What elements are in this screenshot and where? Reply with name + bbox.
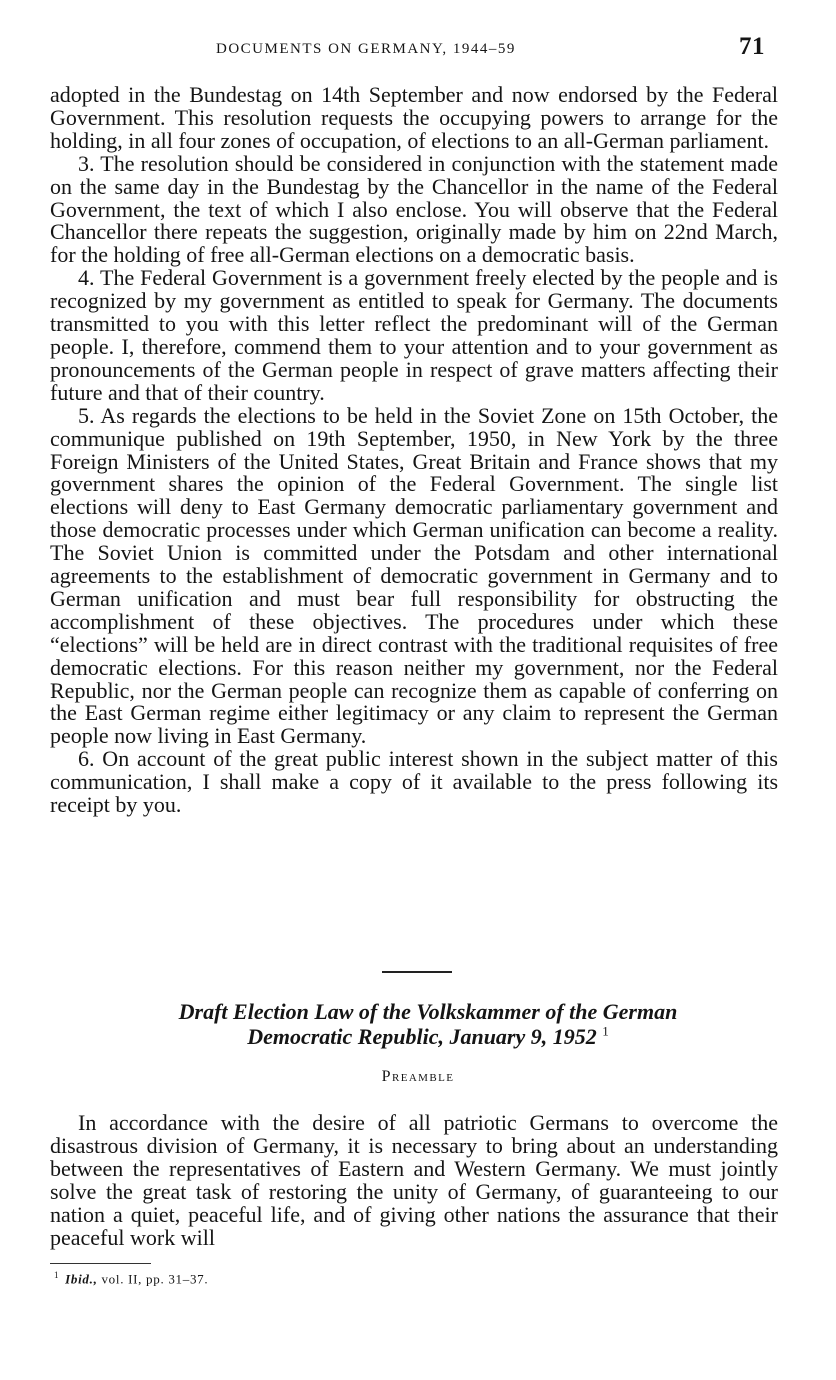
running-title: DOCUMENTS ON GERMANY, 1944–59 xyxy=(216,41,516,57)
footnote-ibid: Ibid., xyxy=(65,1271,98,1287)
preamble-heading: Preamble xyxy=(381,1068,455,1085)
page-number: 71 xyxy=(739,33,765,60)
paragraph-3: 3. The resolution should be considered in conjunction with the statement made on the same day in the Bundestag by the Chancellor in the name of the Federal Government, the text of which I also enclose. You will observe that the Federal Chancellor there repeats the suggestion, originally made by him on 22nd March, for the holding of free all-German elections on a democratic basis. xyxy=(50,150,778,268)
title-footnote-reference: 1 xyxy=(602,1023,609,1039)
section-divider xyxy=(382,971,452,973)
paragraph-6: 6. On account of the great public interest shown in the subject matter of this communication, I shall make a copy of it available to the press following its receipt by you. xyxy=(50,746,778,818)
running-head xyxy=(0,33,836,66)
footnote-citation: vol. II, pp. 31–37. xyxy=(101,1271,209,1287)
document-title-line-2 xyxy=(88,1024,768,1049)
footnote xyxy=(54,1270,208,1287)
paragraph-4: 4. The Federal Government is a government freely elected by the people and is recognized by my government as entitled to speak for Germany. The documents transmitted to you with this letter reflect the predominant will of the German people. I, therefore, commend them to your attention and to your government as pronouncements of the German people in respect of grave matters affecting their future and that of their country. xyxy=(50,265,778,405)
main-text xyxy=(50,84,778,817)
footnote-divider xyxy=(50,1263,151,1264)
document-title xyxy=(88,999,768,1049)
paragraph-5: 5. As regards the elections to be held in the Soviet Zone on 15th October, the communique published on 19th September, 1950, in New York by the three Foreign Ministers of the United States, Great Britain and France shows that my government shares the opinion of the Federal Government. The single list elections will deny to East Germany democratic parliamentary government and those democratic processes under which German unification can become a reality. The Soviet Union is committed under the Potsdam and other international agreements to the establishment of democratic government in Germany and to German unification and must bear full responsibility for obstructing the accomplishment of these objectives. The procedures under which these “elections” will be held are in direct contrast with the traditional requisites of free democratic elections. For this reason neither my government, nor the Federal Republic, nor the German people can recognize them as capable of conferring on the East German regime either legitimacy or any claim to represent the German people now living in East Germany. xyxy=(50,402,778,749)
continued-paragraph: adopted in the Bundestag on 14th September and now endorsed by the Federal Government. This resolution requests the occupying powers to arrange for the holding, in all four zones of occupation, of elections to an all-German parliament. xyxy=(50,82,778,153)
document-title-line-2-text: Democratic Republic, January 9, 1952 xyxy=(247,1024,597,1049)
footnote-marker: 1 xyxy=(54,1270,60,1280)
document-title-line-1: Draft Election Law of the Volkskammer of the German xyxy=(178,999,678,1024)
preamble-paragraph: In accordance with the desire of all patriotic Germans to overcome the disastrous division of Germany, it is necessary to bring about an understanding between the representatives of Eastern and Western Germany. We must jointly solve the great task of restoring the unity of Germany, of guaranteeing to our nation a quiet, peaceful life, and of giving other nations the assurance that their peaceful work will xyxy=(50,1110,778,1250)
